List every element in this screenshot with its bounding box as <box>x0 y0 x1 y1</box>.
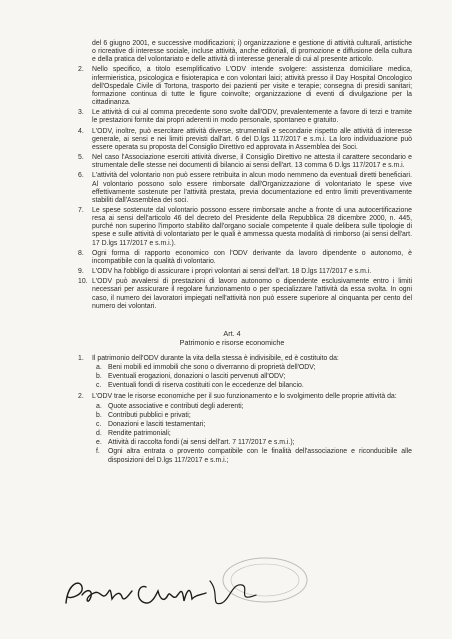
list-item <box>52 172 412 205</box>
list-item <box>52 278 412 311</box>
sub-text: Contributi pubblici e privati; <box>108 411 191 419</box>
sub-text: Attività di raccolta fondi (ai sensi dell'art. 7 117/2017 e s.m.i.); <box>108 439 295 447</box>
sub-text: Ogni altra entrata o provento compatibile con le finalità dell'associazione e riconducibile alle disposizioni del D.lgs 117/2017 e s.m.i.; <box>108 448 412 464</box>
list-item <box>52 128 412 152</box>
item-text: L'ODV ha l'obbligo di assicurare i propri volontari ai sensi dell'art. 18 D.lgs 117/2017 e s.m.i. <box>92 268 372 276</box>
sub-list <box>92 403 412 465</box>
sub-item <box>92 403 412 411</box>
item-text: Il patrimonio dell'ODV durante la vita della stessa è indivisibile, ed è costituito da: <box>92 354 339 362</box>
sub-letter: a. <box>96 364 102 371</box>
item-number: 5. <box>78 154 84 162</box>
item-number: 4. <box>78 127 84 135</box>
sub-letter: e. <box>96 439 102 447</box>
item-text: L'ODV, inoltre, può esercitare attività diverse, strumentali e secondarie rispetto alle attività di interesse generale, ai sensi e nei limiti previsti dall'art. 6 del D.lgs 117/2017 e s.m.i. La loro individuazione può essere operata su proposta del Consiglio Direttivo ed approvata in Assemblea dei Soci. <box>92 127 412 151</box>
sub-item <box>92 421 412 429</box>
item-number: 2. <box>78 393 84 401</box>
list-item <box>52 355 412 391</box>
article-items-list <box>52 66 412 310</box>
item-text: Le attività di cui al comma precedente sono svolte dall'ODV, prevalentemente a favore di terzi e tramite le prestazioni fornite dai propri aderenti in modo personale, spontaneo e gratuito. <box>92 109 412 125</box>
item-text: L'ODV può avvalersi di prestazioni di lavoro autonomo o dipendente esclusivamente entro i limiti necessari per assicurare il regolare funzionamento o per specializzare l'attività da essa svolta. In ogni caso, il numero dei lavoratori impiegati nell'attività non può essere superiore al cinquanta per cento del numero dei volontari. <box>92 278 412 310</box>
sub-item <box>92 382 412 390</box>
sub-text: Eventuali erogazioni, donazioni o lasciti pervenuti all'ODV; <box>108 373 286 381</box>
sub-list <box>92 364 412 390</box>
sub-text: Beni mobili ed immobili che sono o diverranno di proprietà dell'ODV; <box>108 364 316 371</box>
item-number: 3. <box>78 109 84 117</box>
handwritten-signature <box>60 573 260 613</box>
sub-letter: c. <box>96 420 102 428</box>
item-number: 7. <box>78 206 84 214</box>
sub-item <box>92 430 412 438</box>
list-item <box>52 66 412 107</box>
sub-text: Quote associative e contributi degli aderenti; <box>108 402 244 410</box>
item-number: 1. <box>78 354 84 362</box>
sub-text: Donazioni e lasciti testamentari; <box>108 420 206 428</box>
list-item <box>52 207 412 248</box>
item-text: L'attività del volontario non può essere retribuita in alcun modo nemmeno da eventuali diretti beneficiari. Al volontario possono solo essere rimborsate dall'Organizzazione di volontariato le spese vive effettivamente sostenute per l'attività prestata, previa documentazione ed entro limiti preventivamente stabiliti dall'Assemblea dei soci. <box>92 172 412 204</box>
item-text: L'ODV trae le risorse economiche per il suo funzionamento e lo svolgimento delle proprie attività da: <box>92 393 397 401</box>
sub-letter: d. <box>96 430 102 438</box>
item-text: Nello specifico, a titolo esemplificativo L'ODV intende svolgere: assistenza domiciliare medica, infermieristica, psicologica e fisioterapica e con volontari laici; attività presso il Day Hospital Oncologico dell'Ospedale Civile di Tortona, trasporto dei pazienti per visite e terapie; consegna di presidi sanitari; formazione continua di tutte le figure coinvolte; organizzazione di eventi di divulgazione per la cittadinanza. <box>92 66 412 107</box>
list-item <box>52 268 412 276</box>
list-item <box>52 154 412 170</box>
sub-item <box>92 373 412 381</box>
sub-letter: f. <box>96 448 100 456</box>
resources-list <box>52 355 412 465</box>
item-text: Nel caso l'Associazione eserciti attività diverse, il Consiglio Direttivo ne attesta il carattere secondario e strumentale delle stesse nei documenti di bilancio ai sensi dell'art. 13 comma 6 D.lgs 117/2017 e s.m.i. <box>92 154 412 170</box>
list-item <box>52 109 412 125</box>
item-text: Ogni forma di rapporto economico con l'ODV derivante da lavoro dipendente o autonomo, è incompatibile con la qualità di volontario. <box>92 249 412 265</box>
sub-letter: b. <box>96 411 102 419</box>
sub-item <box>92 412 412 420</box>
item-number: 9. <box>78 268 84 276</box>
item-number: 8. <box>78 249 84 257</box>
sub-letter: a. <box>96 402 102 410</box>
sub-text: Rendite patrimoniali; <box>108 430 171 438</box>
paragraph-continuation: del 6 giugno 2001, e successive modificazioni; i) organizzazione e gestione di attività culturali, artistiche o ricreative di interesse sociale, incluse attività, anche editoriali, di promozione e diffusione della cultura e della pratica del volontariato e delle attività di interesse generale di cui al presente articolo. <box>92 40 412 64</box>
sub-text: Eventuali fondi di riserva costituiti con le eccedenze del bilancio. <box>108 382 304 390</box>
item-number: 10. <box>78 278 88 286</box>
list-item <box>52 250 412 266</box>
sub-letter: c. <box>96 382 102 390</box>
sub-letter: b. <box>96 373 102 381</box>
list-item <box>52 393 412 464</box>
sub-item <box>92 439 412 447</box>
item-text: Le spese sostenute dal volontario possono essere rimborsate anche a fronte di una autocertificazione resa ai sensi dell'articolo 46 del decreto del Presidente della Repubblica 28 dicembre 2000, n. 445, purché non superino l'importo stabilito dall'organo sociale competente il quale delibera sulle tipologie di spese e sulle attività di volontariato per le quali è ammessa questa modalità di rimborso (ai sensi dell'art. 17 D.lgs 117/2017 e s.m.i.). <box>92 206 412 247</box>
sub-item <box>92 364 412 372</box>
sub-item <box>92 448 412 464</box>
item-number: 2. <box>78 66 84 74</box>
article-title: Patrimonio e risorse economiche <box>179 337 285 347</box>
article-heading: Art. 4 <box>223 328 241 338</box>
item-number: 6. <box>78 172 84 180</box>
